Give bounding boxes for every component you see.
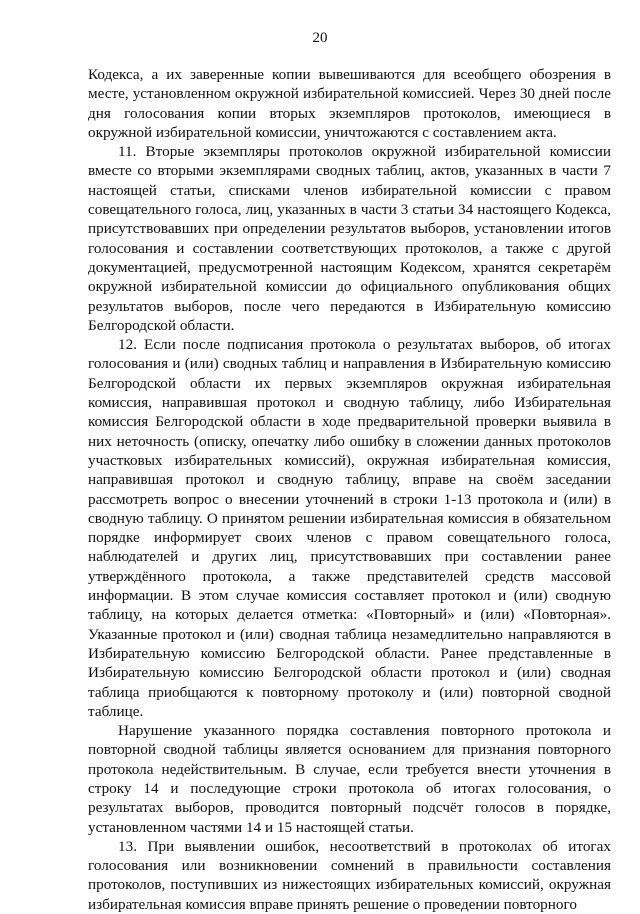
- paragraph-item-12-note: Нарушение указанного порядка составления повторного протокола и повторной сводной таблицы является основанием для признания повторного протокола недействительным. В случае, если требуется внести уточнения в строку 14 и последующие строки протокола об итогах голосования, о результатах выборов, проводится повторный подсчёт голосов в порядке, установленном частями 14 и 15 настоящей статьи.: [88, 722, 611, 836]
- page-number: 20: [312, 30, 328, 46]
- paragraph-item-13: 13. При выявлении ошибок, несоответствий в протоколах об итогах голосования или возникновении сомнений в правильности составления протоколов, поступивших из нижестоящих избирательных комиссий, окружная избирательная комиссия вправе принять решение о проведении повторного: [88, 837, 611, 913]
- paragraph-item-11: 11. Вторые экземпляры протоколов окружной избирательной комиссии вместе со вторыми экземплярами сводных таблиц, актов, указанных в части 7 настоящей статьи, списками членов избирательной комиссии с правом совещательного голоса, лиц, указанных в части 3 статьи 34 настоящего Кодекса, присутствовавших при определении результатов выборов, установлении итогов голосования и составлении соответствующих протоколов, а также с другой документацией, предусмотренной настоящим Кодексом, хранятся секретарём окружной избирательной комиссии до официального опубликования общих результатов выборов, после чего передаются в Избирательную комиссию Белгородской области.: [88, 143, 611, 334]
- document-body: [88, 65, 611, 914]
- paragraph-item-12: 12. Если после подписания протокола о результатах выборов, об итогах голосования и (или) сводных таблиц и направления в Избирательную комиссию Белгородской области их первых экземпляров окружная избирательная комиссия, направившая протокол и сводную таблицу, либо Избирательная комиссия Белгородской области в ходе предварительной проверки выявила в них неточность (описку, опечатку либо ошибку в сложении данных протоколов участковых избирательных комиссий), окружная избирательная комиссия, направившая протокол и сводную таблицу, вправе на своём заседании рассмотреть вопрос о внесении уточнений в строки 1-13 протокола и (или) в сводную таблицу. О принятом решении избирательная комиссия в обязательном порядке информирует своих членов с правом совещательного голоса, наблюдателей и других лиц, присутствовавших при составлении ранее утверждённого протокола, а также представителей средств массовой информации. В этом случае комиссия составляет протокол и (или) сводную таблицу, на которых делается отметка: «Повторный» и (или) «Повторная». Указанные протокол и (или) сводная таблица незамедлительно направляются в Избирательную комиссию Белгородской области. Ранее представленные в Избирательную комиссию Белгородской области протокол и (или) сводная таблица приобщаются к повторному протоколу и (или) повторной сводной таблице.: [88, 336, 611, 720]
- paragraph-continuation: Кодекса, а их заверенные копии вывешиваются для всеобщего обозрения в месте, установленном окружной избирательной комиссией. Через 30 дней после дня голосования копии вторых экземпляров протоколов, имеющиеся в окружной избирательной комиссии, уничтожаются с составлением акта.: [88, 66, 611, 141]
